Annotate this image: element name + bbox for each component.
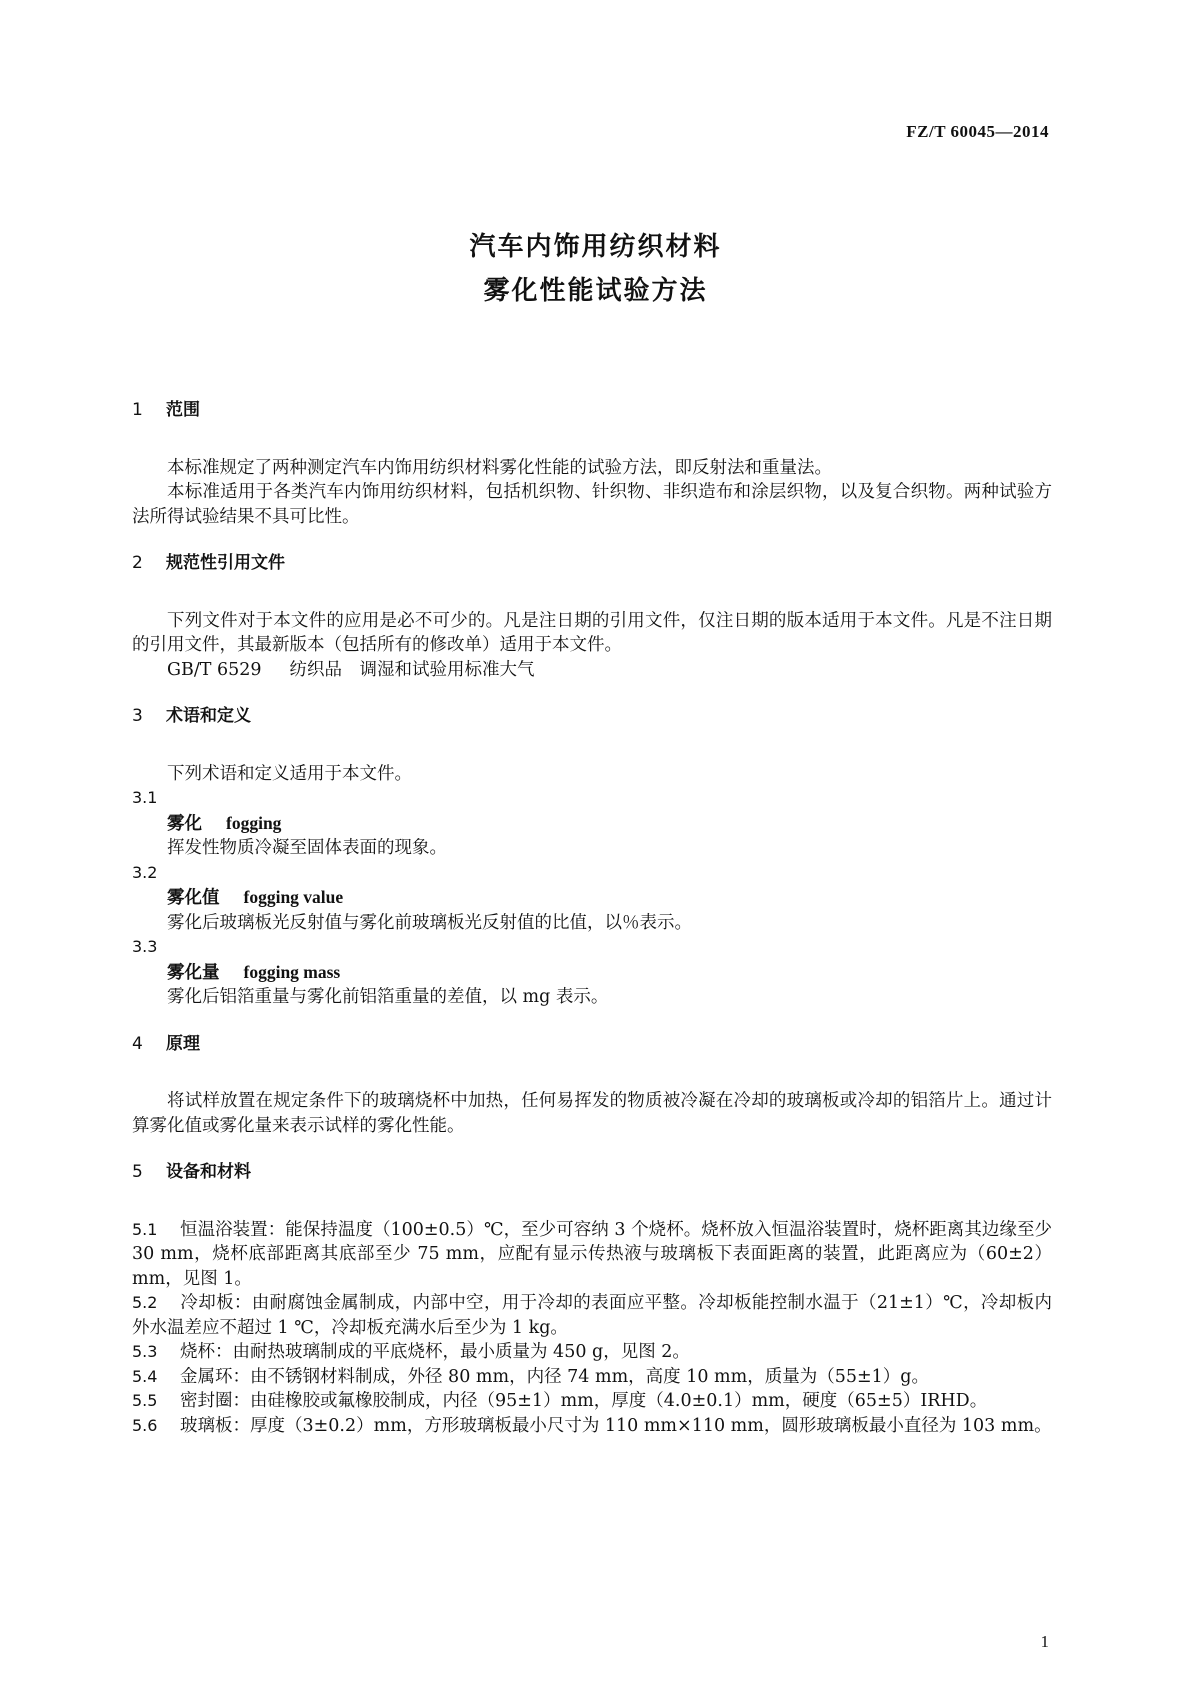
section-heading (132, 1032, 1052, 1057)
section-heading (132, 1160, 1052, 1185)
section-title: 原理 (166, 1033, 200, 1054)
standard-code: FZ/T 60045—2014 (906, 122, 1049, 141)
term-name (132, 885, 1052, 911)
clause-number: 5.5 (132, 1391, 158, 1410)
clause-text: 冷却板：由耐腐蚀金属制成，内部中空，用于冷却的表面应平整。冷却板能控制水温于（21±1）℃，冷却板内外水温差应不超过 1 ℃，冷却板充满水后至少为 1 kg。 (132, 1293, 1052, 1338)
section-title: 术语和定义 (166, 706, 251, 726)
clause-number: 5.6 (132, 1415, 158, 1435)
document-body (132, 398, 1052, 1438)
section-number: 2 (132, 553, 143, 573)
clause-item (132, 1218, 1052, 1292)
clause-item (132, 1340, 1052, 1365)
clause-number: 5.2 (132, 1293, 158, 1312)
term-en: fogging value (243, 887, 344, 907)
paragraph: 本标准规定了两种测定汽车内饰用纺织材料雾化性能的试验方法，即反射法和重量法。 (167, 457, 832, 478)
section-number: 4 (132, 1033, 143, 1054)
clause-number: 5.1 (132, 1219, 158, 1239)
term-number: 3.2 (132, 862, 158, 882)
term-definition: 挥发性物质冷凝至固体表面的现象。 (167, 838, 447, 858)
section-heading (132, 704, 1052, 729)
section-number: 3 (132, 706, 143, 726)
clause-text: 恒温浴装置：能保持温度（100±0.5）℃，至少可容纳 3 个烧杯。烧杯放入恒温浴装置时，烧杯距离其边缘至少 30 mm，烧杯底部距离其底部至少 75 mm，应配有显示传热液与玻璃板下表面距离的装置，此距离应为（60±2）mm，见图 1。 (132, 1219, 1052, 1289)
paragraph: 本标准适用于各类汽车内饰用纺织材料，包括机织物、针织物、非织造布和涂层织物，以及复合织物。两种试验方法所得试验结果不具可比性。 (132, 482, 1052, 527)
term-name (132, 960, 1052, 986)
term-zh: 雾化 (167, 813, 202, 834)
document-title-line1: 汽车内饰用纺织材料 (469, 232, 722, 262)
clause-text: 烧杯：由耐热玻璃制成的平底烧杯，最小质量为 450 g，见图 2。 (180, 1342, 690, 1362)
section-title: 规范性引用文件 (166, 553, 285, 573)
section-heading (132, 398, 1052, 423)
reference-title: 纺织品 调湿和试验用标准大气 (289, 659, 535, 680)
section-title: 范围 (166, 400, 200, 420)
normative-reference (132, 658, 1052, 683)
page-number: 1 (1040, 1632, 1049, 1651)
term-zh: 雾化量 (167, 962, 220, 983)
clause-item (132, 1291, 1052, 1340)
section-title: 设备和材料 (166, 1162, 251, 1182)
term-en: fogging (226, 812, 282, 833)
clause-number: 5.3 (132, 1342, 158, 1361)
document-title-line2: 雾化性能试验方法 (483, 276, 708, 306)
clause-item (132, 1365, 1052, 1390)
term-en: fogging mass (243, 961, 341, 982)
section-number: 1 (132, 400, 143, 420)
term-number: 3.1 (132, 788, 158, 807)
paragraph: 下列术语和定义适用于本文件。 (167, 763, 412, 784)
section-number: 5 (132, 1162, 143, 1182)
clause-text: 密封圈：由硅橡胶或氟橡胶制成，内径（95±1）mm，厚度（4.0±0.1）mm，硬度（65±5）IRHD。 (180, 1391, 988, 1411)
section-heading (132, 551, 1052, 576)
term-number: 3.3 (132, 937, 158, 956)
paragraph: 下列文件对于本文件的应用是必不可少的。凡是注日期的引用文件，仅注日期的版本适用于本文件。凡是不注日期的引用文件，其最新版本（包括所有的修改单）适用于本文件。 (132, 610, 1052, 655)
term-zh: 雾化值 (167, 888, 220, 908)
term-name (132, 811, 1052, 837)
clause-text: 金属环：由不锈钢材料制成，外径 80 mm，内径 74 mm，高度 10 mm，质量为（55±1）g。 (180, 1366, 930, 1387)
clause-item (132, 1389, 1052, 1414)
term-definition: 雾化后铝箔重量与雾化前铝箔重量的差值，以 mg 表示。 (167, 987, 609, 1007)
term-definition: 雾化后玻璃板光反射值与雾化前玻璃板光反射值的比值，以％表示。 (167, 912, 692, 933)
reference-code: GB/T 6529 (167, 659, 262, 680)
clause-number: 5.4 (132, 1366, 158, 1386)
clause-item (132, 1414, 1052, 1439)
paragraph: 将试样放置在规定条件下的玻璃烧杯中加热，任何易挥发的物质被冷凝在冷却的玻璃板或冷却的铝箔片上。通过计算雾化值或雾化量来表示试样的雾化性能。 (132, 1091, 1052, 1136)
clause-text: 玻璃板：厚度（3±0.2）mm，方形玻璃板最小尺寸为 110 mm×110 mm，圆形玻璃板最小直径为 103 mm。 (180, 1415, 1052, 1436)
